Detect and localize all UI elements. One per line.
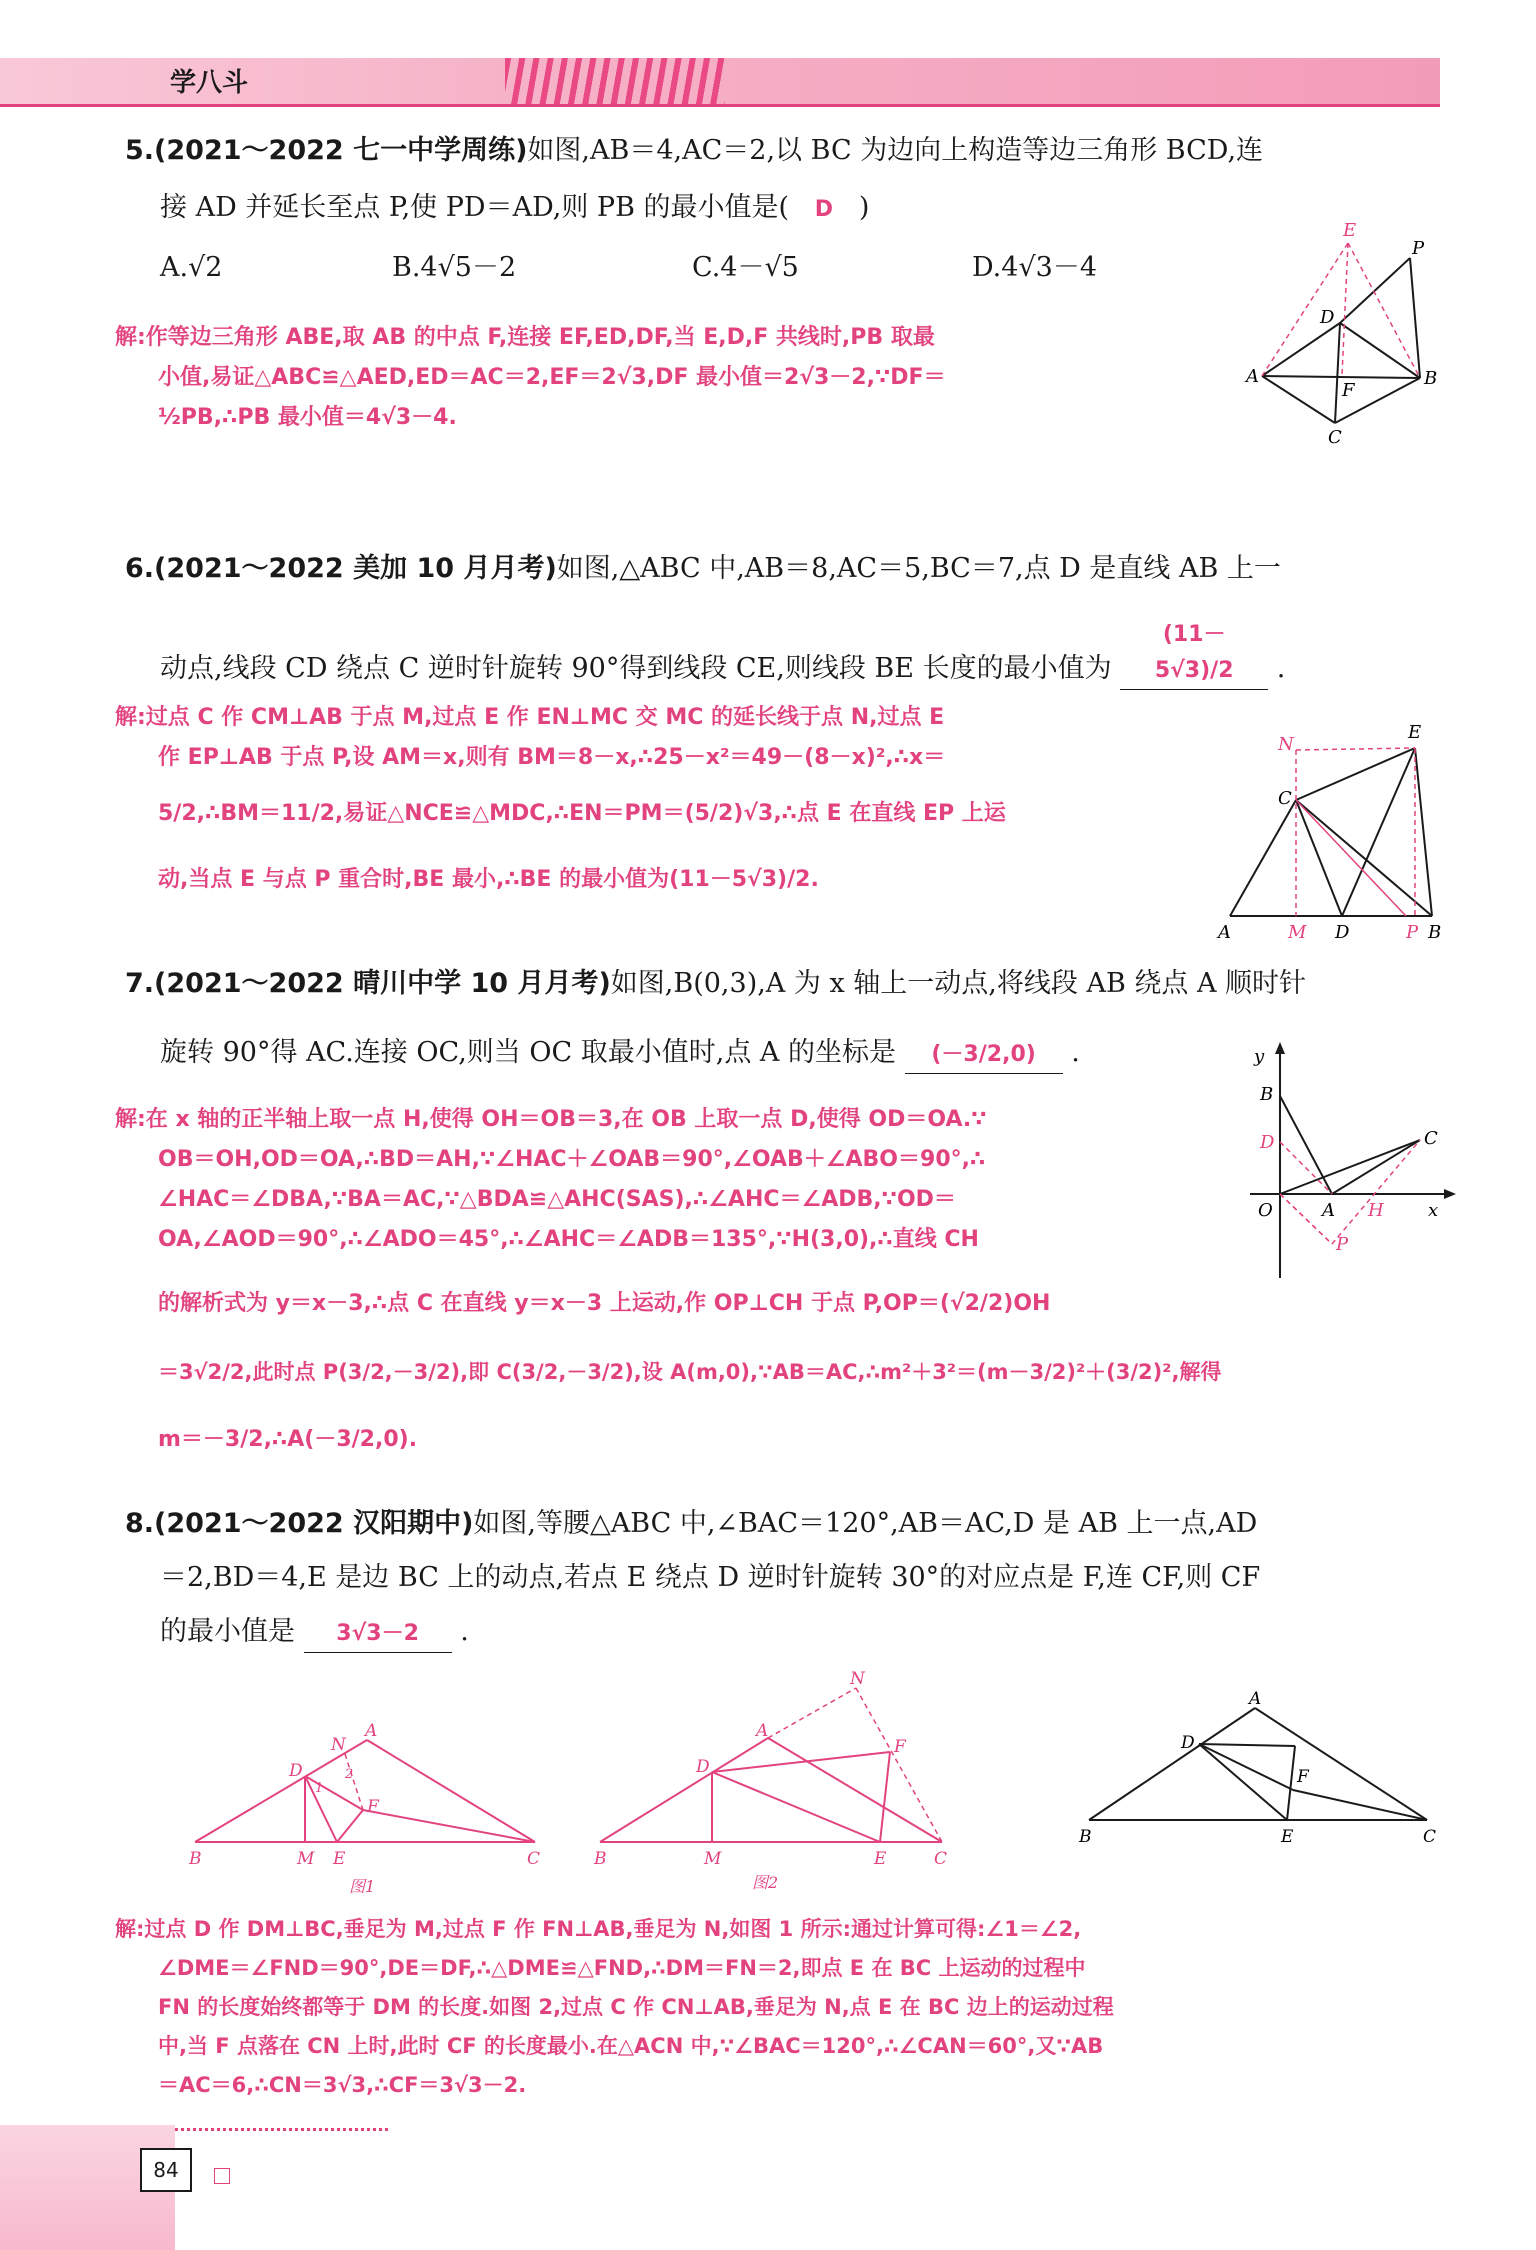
q8-fig2-label-d: D	[696, 1757, 710, 1777]
q8-fig2-caption: 图2	[752, 1873, 779, 1892]
q5-source: (2021～2022 七一中学周练)	[154, 135, 528, 166]
q7-figure	[1250, 1048, 1450, 1278]
q6-solution-line-3: 5/2,∴BM＝11/2,易证△NCE≌△MDC,∴EN＝PM＝(5/2)√3,∴点 E 在直线 EP 上运	[158, 801, 1006, 826]
q8-fig2-label-m: M	[704, 1849, 722, 1869]
q7-stem-1: 如图,B(0,3),A 为 x 轴上一动点,将线段 AB 绕点 A 顺时针	[610, 968, 1307, 999]
q5-figure	[1246, 218, 1450, 448]
q8-stem-3-end: .	[460, 1616, 469, 1647]
q8-fig3-label-d: D	[1181, 1733, 1195, 1753]
q7-label-d: D	[1260, 1132, 1275, 1153]
q5-answer: D	[814, 197, 834, 222]
q8-solution-line-5: ＝AC＝6,∴CN＝3√3,∴CF＝3√3－2.	[158, 2073, 527, 2097]
q6-solution-line-4: 动,当点 E 与点 P 重合时,BE 最小,∴BE 的最小值为(11－5√3)/2.	[158, 867, 819, 892]
q5-stem-2: 接 AD 并延长至点 P,使 PD＝AD,则 PB 的最小值是(	[160, 192, 790, 223]
q8-fig2-label-f: F	[894, 1737, 906, 1757]
q6-answer: (11－5√3)/2	[1120, 617, 1268, 690]
q8-fig3-label-c: C	[1423, 1827, 1437, 1847]
q8-solution-line-3: FN 的长度始终都等于 DM 的长度.如图 2,过点 C 作 CN⊥AB,垂足为 N,点 E 在 BC 边上的运动过程	[158, 1995, 1114, 2019]
q8-stem-3: 的最小值是	[160, 1616, 295, 1647]
q7-solution-line-6: ＝3√2/2,此时点 P(3/2,－3/2),即 C(3/2,－3/2),设 A(m,0),∵AB＝AC,∴m²＋3²＝(m－3/2)²＋(3/2)²,解得	[158, 1360, 1222, 1384]
q7-label-x: x	[1428, 1200, 1439, 1221]
q8-source: (2021～2022 汉阳期中)	[154, 1508, 474, 1539]
q6-stem-1: 如图,△ABC 中,AB＝8,AC＝5,BC＝7,点 D 是直线 AB 上一	[556, 553, 1281, 584]
q7-solution-line-3: ∠HAC＝∠DBA,∵BA＝AC,∵△BDA≌△AHC(SAS),∴∠AHC＝∠ADB,∵OD＝	[158, 1187, 956, 1212]
q7-label-y: y	[1254, 1046, 1265, 1067]
q5-stem-2-end: )	[858, 192, 870, 223]
q5-choice-a: A.√2	[160, 252, 223, 283]
q8-line1	[125, 1497, 1445, 1551]
q7-label-c: C	[1424, 1128, 1438, 1149]
q7-line2	[125, 1024, 1445, 1081]
q6-figure	[1210, 720, 1450, 945]
q8-fig2-label-a: A	[756, 1721, 769, 1741]
q8-figure-2	[590, 1670, 960, 1890]
q6-stem-2-end: .	[1276, 653, 1286, 684]
q8-fig3-label-a: A	[1249, 1689, 1262, 1709]
q8-fig1-label-e: E	[333, 1849, 346, 1869]
q7-solution-line-1: 解:在 x 轴的正半轴上取一点 H,使得 OH＝OB＝3,在 OB 上取一点 D,使得 OD＝OA.∵	[115, 1107, 987, 1132]
q5-stem-1: 如图,AB＝4,AC＝2,以 BC 为边向上构造等边三角形 BCD,连	[527, 135, 1264, 166]
q5-text	[125, 122, 1445, 238]
q7-solution-line-2: OB＝OH,OD＝OA,∴BD＝AH,∵∠HAC＋∠OAB＝90°,∠OAB＋∠ABO＝90°,∴	[158, 1147, 986, 1172]
q6-line2	[125, 617, 1445, 697]
q8-stem-1: 如图,等腰△ABC 中,∠BAC＝120°,AB＝AC,D 是 AB 上一点,AD	[473, 1508, 1258, 1539]
q8-fig2-label-n: N	[850, 1669, 865, 1689]
q5-label-e: E	[1343, 220, 1357, 241]
q8-answer: 3√3－2	[304, 1616, 452, 1653]
q8-text	[125, 1497, 1445, 1659]
q5-choice-d: D.4√3－4	[972, 252, 1098, 283]
q5-number: 5.	[125, 135, 155, 166]
q7-line1	[125, 955, 1445, 1012]
q7-label-o: O	[1258, 1200, 1273, 1221]
header-stripes	[505, 58, 725, 106]
q5-choice-c: C.4－√5	[692, 252, 799, 283]
q7-text	[125, 955, 1445, 1081]
q5-line1	[125, 122, 1445, 179]
q5-line2	[125, 179, 1445, 238]
q6-label-c: C	[1278, 788, 1292, 809]
q8-fig3-label-e: E	[1281, 1827, 1294, 1847]
q7-answer: (－3/2,0)	[905, 1037, 1063, 1074]
q6-label-n: N	[1278, 734, 1294, 755]
q8-number: 8.	[125, 1508, 155, 1539]
q5-solution-line-2: 小值,易证△ABC≌△AED,ED＝AC＝2,EF＝2√3,DF 最小值＝2√3－2,∵DF＝	[158, 365, 946, 390]
page-square-mark	[214, 2168, 230, 2184]
q8-fig2-label-e: E	[874, 1849, 887, 1869]
q5-label-c: C	[1328, 427, 1342, 448]
q5-label-f: F	[1342, 380, 1355, 401]
q6-line1	[125, 540, 1445, 597]
q5-label-d: D	[1320, 307, 1335, 328]
q7-stem-2-end: .	[1071, 1037, 1080, 1068]
q8-fig1-label-b: B	[189, 1849, 202, 1869]
q8-line3	[125, 1605, 1445, 1659]
q8-fig1-label-a: A	[365, 1721, 378, 1741]
q5-solution-line-3: ½PB,∴PB 最小值＝4√3－4.	[158, 405, 457, 430]
q6-label-p: P	[1406, 922, 1419, 943]
q6-solution-line-1: 解:过点 C 作 CM⊥AB 于点 M,过点 E 作 EN⊥MC 交 MC 的延长线于点 N,过点 E	[115, 705, 945, 730]
q8-fig1-label-n: N	[331, 1735, 346, 1755]
q7-label-p: P	[1336, 1234, 1349, 1255]
q8-fig2-label-b: B	[594, 1849, 607, 1869]
q8-solution-line-4: 中,当 F 点落在 CN 上时,此时 CF 的长度最小.在△ACN 中,∵∠BAC＝120°,∴∠CAN＝60°,又∵AB	[158, 2034, 1104, 2058]
q8-fig1-label-f: F	[367, 1797, 379, 1817]
q7-solution-line-4: OA,∠AOD＝90°,∴∠ADO＝45°,∴∠AHC＝∠ADB＝135°,∵H(3,0),∴直线 CH	[158, 1227, 979, 1252]
footer-dots	[175, 2128, 390, 2131]
q6-solution	[115, 698, 1006, 900]
q6-label-a: A	[1218, 922, 1231, 943]
q6-text	[125, 540, 1445, 697]
q8-solution-line-1: 解:过点 D 作 DM⊥BC,垂足为 M,过点 F 作 FN⊥AB,垂足为 N,如图 1 所示:通过计算可得:∠1＝∠2,	[115, 1917, 1082, 1941]
q6-label-e: E	[1408, 722, 1422, 743]
q8-figure-3	[1075, 1690, 1445, 1850]
q8-fig3-label-b: B	[1079, 1827, 1092, 1847]
q7-label-a: A	[1322, 1200, 1335, 1221]
q7-number: 7.	[125, 968, 155, 999]
q7-label-h: H	[1368, 1200, 1384, 1221]
q8-fig2-label-c: C	[934, 1849, 948, 1869]
page-number: 84	[140, 2148, 192, 2192]
q6-label-d: D	[1335, 922, 1350, 943]
header-line	[0, 104, 1440, 107]
q5-label-a: A	[1246, 366, 1259, 387]
q5-solution-line-1: 解:作等边三角形 ABE,取 AB 的中点 F,连接 EF,ED,DF,当 E,D,F 共线时,PB 取最	[115, 325, 935, 350]
q8-stem-2: ＝2,BD＝4,E 是边 BC 上的动点,若点 E 绕点 D 逆时针旋转 30°的对应点是 F,连 CF,则 CF	[160, 1562, 1261, 1593]
q8-fig1-angle-2: 2	[345, 1767, 354, 1782]
q7-stem-2: 旋转 90°得 AC.连接 OC,则当 OC 取最小值时,点 A 的坐标是	[160, 1037, 896, 1068]
q8-fig1-label-c: C	[527, 1849, 541, 1869]
q8-fig3-label-f: F	[1297, 1767, 1309, 1787]
q6-label-b: B	[1428, 922, 1442, 943]
q8-fig1-label-d: D	[289, 1761, 303, 1781]
q7-solution-line-5: 的解析式为 y＝x－3,∴点 C 在直线 y＝x－3 上运动,作 OP⊥CH 于点 P,OP＝(√2/2)OH	[158, 1291, 1051, 1316]
q8-fig1-caption: 图1	[349, 1877, 376, 1896]
q8-fig1-label-m: M	[297, 1849, 315, 1869]
q5-choice-b: B.4√5－2	[392, 252, 517, 283]
q7-label-b: B	[1260, 1084, 1274, 1105]
q6-solution-line-2: 作 EP⊥AB 于点 P,设 AM＝x,则有 BM＝8－x,∴25－x²＝49－(8－x)²,∴x＝	[158, 745, 946, 770]
q6-stem-2: 动点,线段 CD 绕点 C 逆时针旋转 90°得到线段 CE,则线段 BE 长度的最小值为	[160, 653, 1112, 684]
q8-solution	[115, 1910, 1114, 2105]
q5-label-b: B	[1424, 368, 1438, 389]
header-title: 学八斗	[170, 68, 249, 98]
q8-fig1-angle-1: 1	[315, 1781, 324, 1796]
q6-number: 6.	[125, 553, 155, 584]
q7-solution	[115, 1100, 1222, 1460]
q5-solution	[115, 318, 946, 438]
q7-source: (2021～2022 晴川中学 10 月月考)	[154, 968, 611, 999]
q5-label-p: P	[1412, 238, 1425, 259]
q7-solution-line-7: m＝－3/2,∴A(－3/2,0).	[158, 1427, 418, 1452]
q8-figure-1	[185, 1720, 550, 1896]
q6-source: (2021～2022 美加 10 月月考)	[154, 553, 557, 584]
q8-solution-line-2: ∠DME＝∠FND＝90°,DE＝DF,∴△DME≌△FND,∴DM＝FN＝2,即点 E 在 BC 上运动的过程中	[158, 1956, 1086, 1980]
q6-label-m: M	[1288, 922, 1307, 943]
